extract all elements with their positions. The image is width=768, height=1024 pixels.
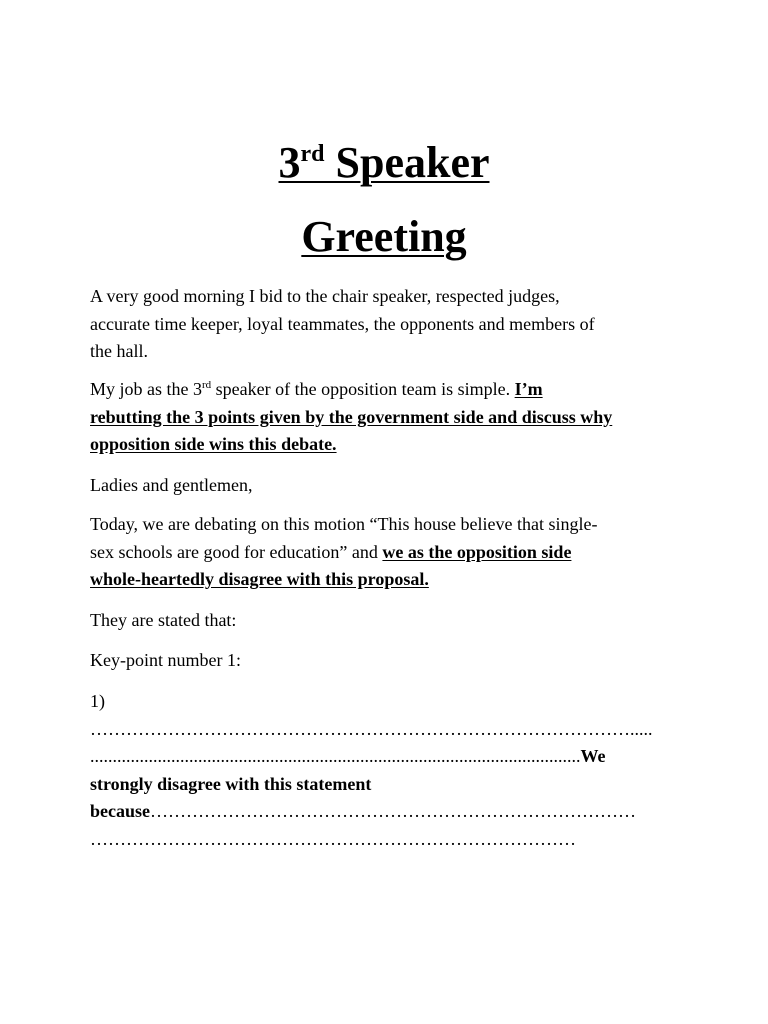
motion-line [90, 539, 690, 567]
job-prefix: My job as the 3 [90, 379, 202, 399]
paragraph-point-1 [90, 688, 690, 853]
paragraph-job [90, 376, 690, 459]
job-line [90, 376, 690, 404]
job-emphasis: I’m [514, 379, 543, 399]
motion-plain: sex schools are good for education” and [90, 541, 383, 562]
job-ordinal-suffix: rd [202, 379, 212, 391]
job-mid: speaker of the opposition team is simple. [211, 379, 515, 399]
point-number: 1) [90, 691, 105, 711]
greeting-line: A very good morning I bid to the chair speaker, respected judges, [90, 286, 560, 306]
strongly-disagree-text: strongly disagree with this statement [90, 773, 372, 794]
motion-emphasis: whole-heartedly disagree with this proposal. [90, 569, 429, 589]
because-word: because [90, 801, 150, 821]
heading-ordinal-suffix: rd [300, 141, 325, 167]
job-emphasis: rebutting the 3 points given by the government side and discuss why [90, 406, 613, 427]
heading-speaker [0, 138, 768, 188]
fill-in-dots-with-we [90, 743, 682, 771]
because-line [90, 798, 682, 826]
paragraph-stated: They are stated that: [90, 610, 237, 630]
greeting-line: accurate time keeper, loyal teammates, the opponents and members of [90, 313, 595, 334]
fill-in-dots: ……………………………………………………………………… [150, 801, 636, 821]
heading-number: 3 [278, 138, 301, 187]
motion-line: Today, we are debating on this motion “This house believe that single- [90, 514, 598, 534]
paragraph-motion [90, 511, 690, 594]
paragraph-keypoint: Key-point number 1: [90, 650, 241, 670]
paragraph-greeting [90, 283, 690, 366]
job-emphasis: opposition side wins this debate. [90, 434, 337, 454]
we-word: We [580, 746, 606, 766]
paragraph-ladies: Ladies and gentlemen, [90, 475, 253, 495]
heading-speaker-word: Speaker [335, 138, 490, 187]
greeting-line: the hall. [90, 341, 148, 361]
fill-in-dots: ………………………………………………………………………………..... [90, 718, 653, 739]
motion-emphasis: we as the opposition side [382, 541, 572, 562]
heading-greeting: Greeting [301, 212, 467, 261]
fill-in-dots: ……………………………………………………………………… [90, 828, 576, 849]
fill-in-dots: ............................................................................................................. [90, 746, 581, 766]
